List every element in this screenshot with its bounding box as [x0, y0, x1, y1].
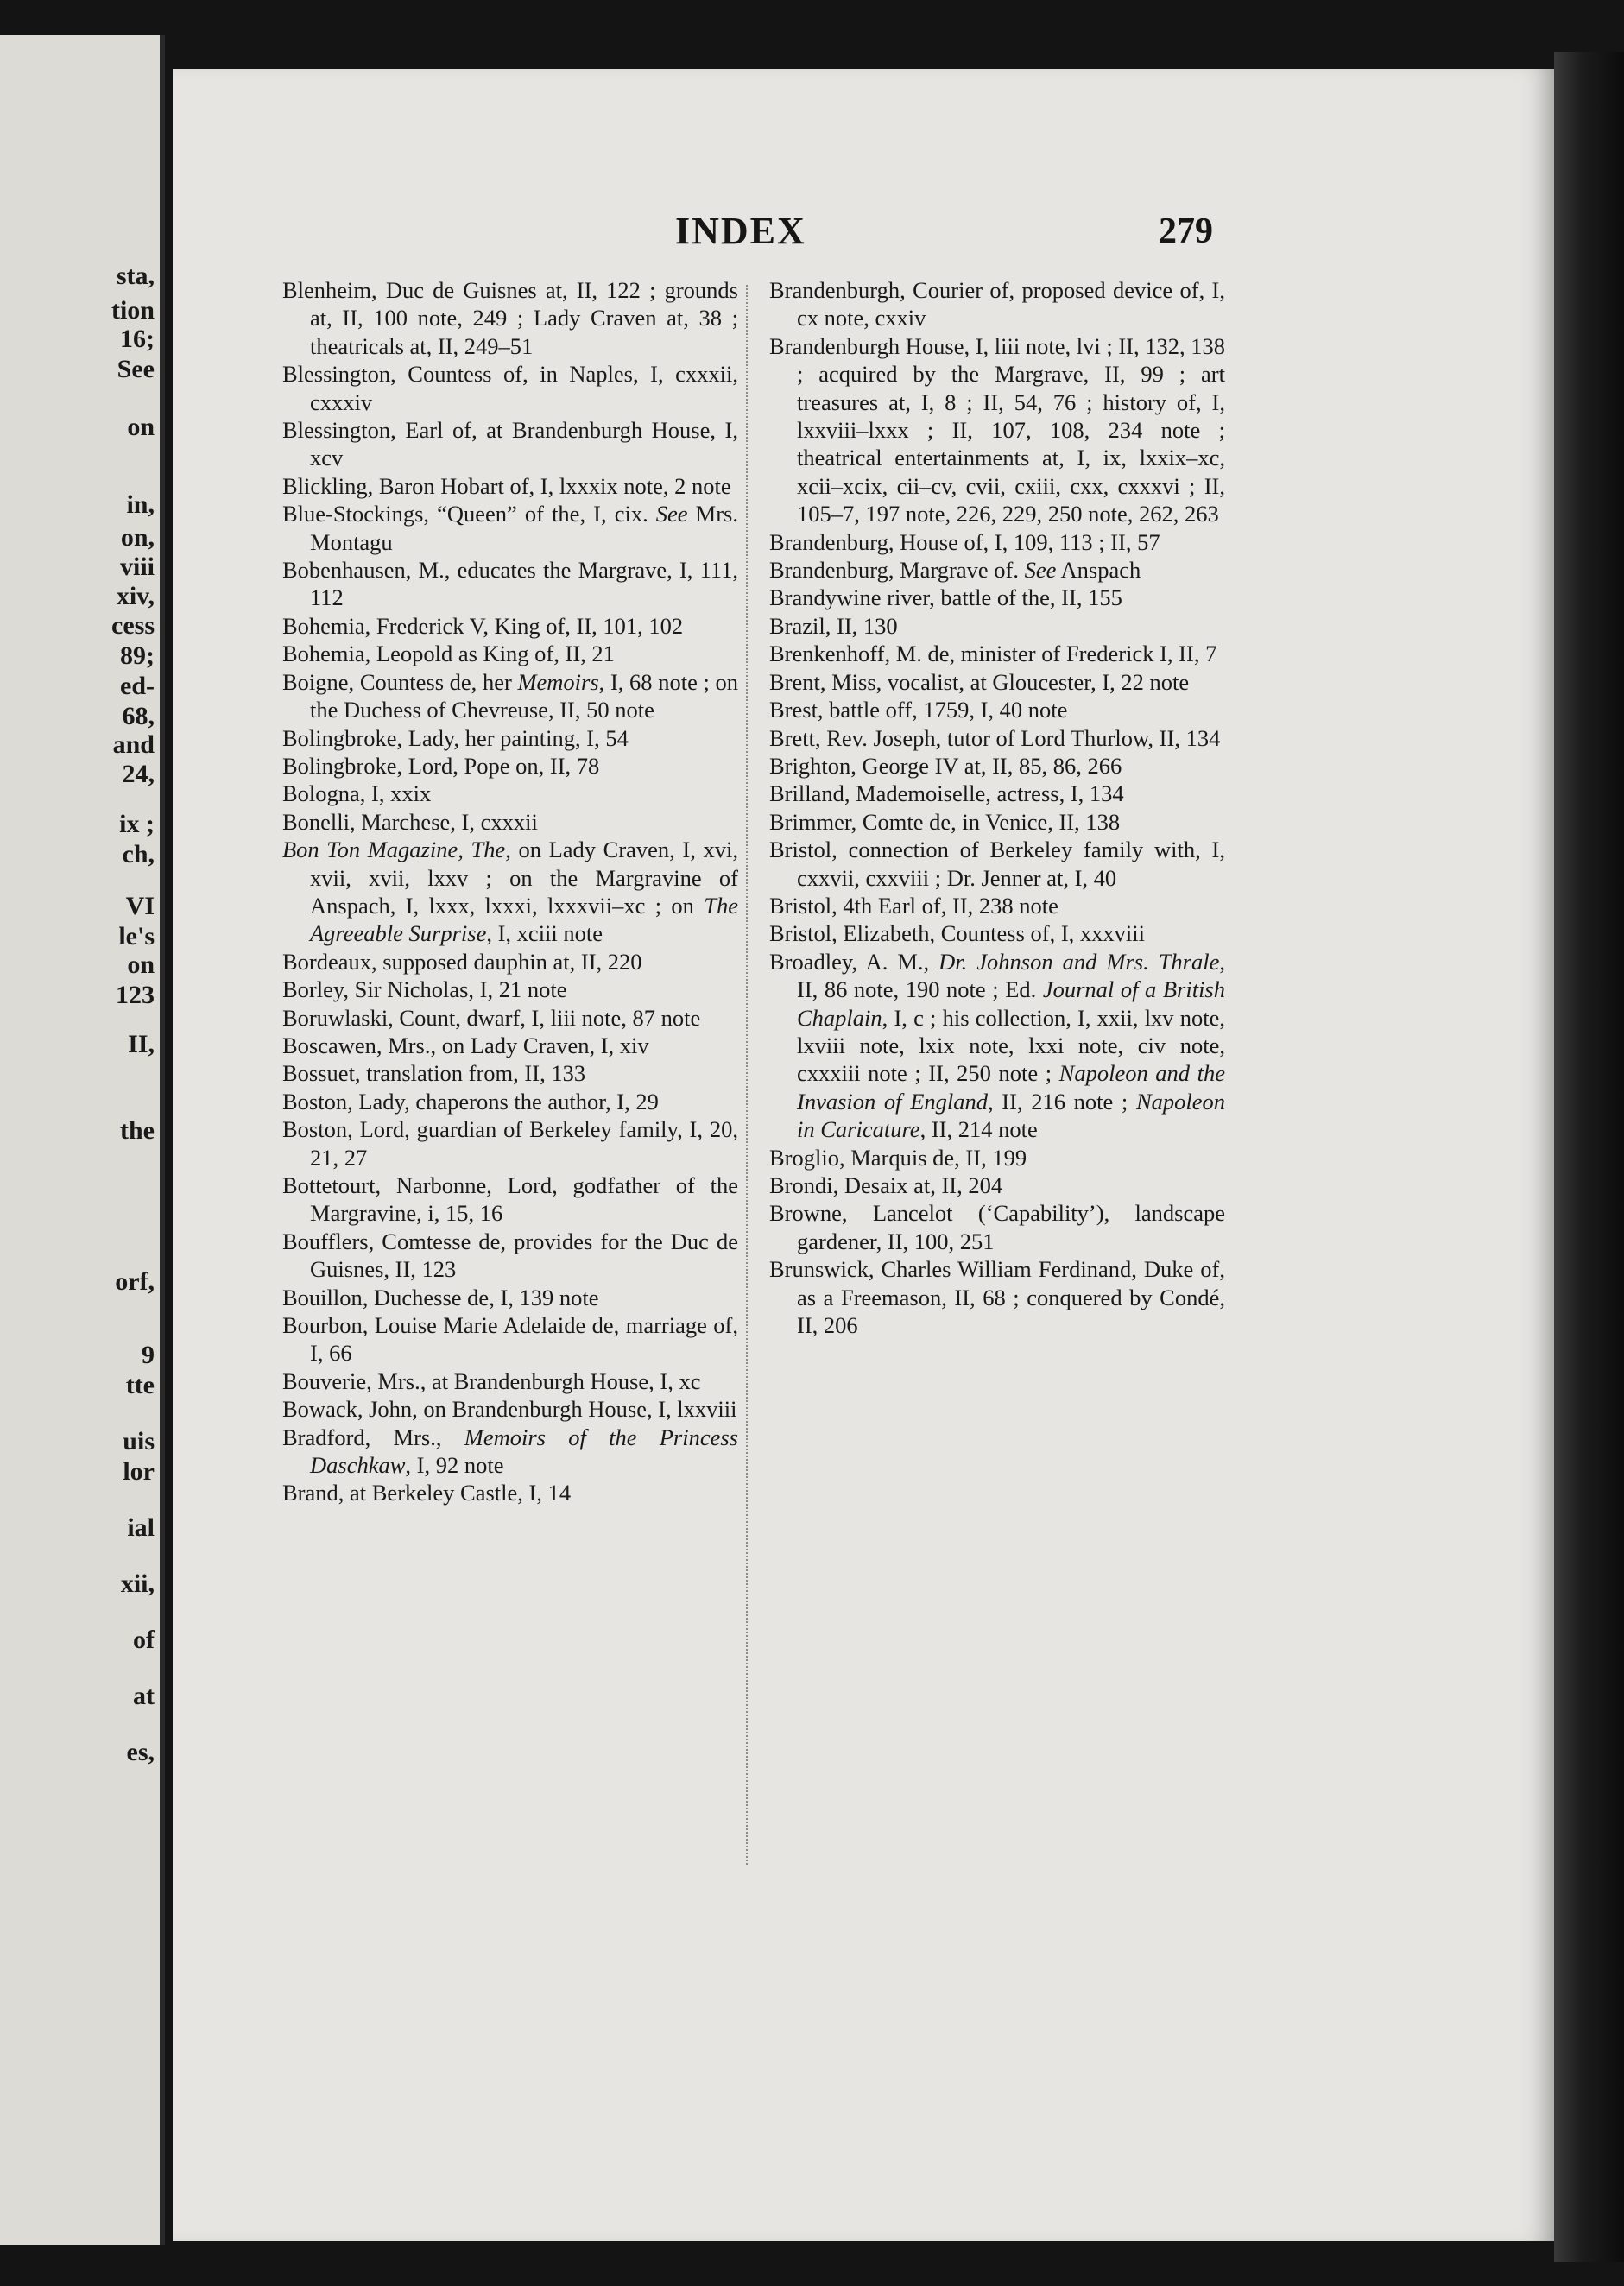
previous-page-fragment: of — [133, 1626, 155, 1654]
entry-text: , II, 214 note — [919, 1116, 1038, 1143]
index-entry — [769, 696, 1225, 723]
index-entry — [769, 612, 1225, 640]
book-cover-edge — [1554, 52, 1624, 2262]
entry-text: Bohemia, Frederick V, King of, II, 101, 102 — [282, 612, 684, 639]
index-entry — [282, 556, 738, 612]
entry-text: Bristol, Elizabeth, Countess of, I, xxxviii — [769, 920, 1145, 947]
previous-page-fragment: in, — [126, 490, 155, 519]
previous-page-fragment: viii — [119, 553, 155, 581]
previous-page-fragment: 9 — [142, 1341, 155, 1369]
index-entry — [282, 1284, 738, 1311]
entry-text: Brandenburg, House of, I, 109, 113 ; II, 57 — [769, 528, 1160, 555]
index-entry — [769, 1255, 1225, 1339]
italic-title: Dr. Johnson and Mrs. Thrale — [938, 948, 1220, 975]
entry-text: Blessington, Countess of, in Naples, I, cxxxii, cxxxiv — [282, 361, 738, 415]
entry-text: Boscawen, Mrs., on Lady Craven, I, xiv — [282, 1032, 649, 1058]
entry-text: Blue-Stockings, “Queen” of the, I, cix. — [282, 501, 656, 527]
index-entry — [769, 948, 1225, 1144]
entry-text: , I, 92 note — [405, 1452, 504, 1479]
index-entry — [282, 836, 738, 948]
index-entry — [282, 780, 738, 807]
index-entry — [282, 1004, 738, 1032]
entry-text: Bolingbroke, Lord, Pope on, II, 78 — [282, 752, 600, 779]
entry-text: Brent, Miss, vocalist, at Gloucester, I, 22 note — [769, 668, 1190, 695]
entry-text: , on Lady Craven, I, xvi, xvii, xvii, lxxv ; on the Margravine of Anspach, I, lxxx, lxxxi, lxxxvii–xc ; on — [310, 837, 738, 919]
entry-text: Bottetourt, Narbonne, Lord, godfather of the Margravine, i, 15, 16 — [282, 1172, 738, 1227]
entry-text: Boston, Lady, chaperons the author, I, 29 — [282, 1088, 659, 1115]
previous-page-fragment: sta, — [116, 262, 155, 290]
italic-title: Memoirs of the Princess Daschkaw — [310, 1424, 738, 1479]
page-heading: INDEX — [675, 210, 806, 252]
previous-page-edge — [0, 35, 165, 2245]
italic-title: Napoleon in Caricature — [797, 1088, 1225, 1143]
entry-text: Brandenburgh, Courier of, proposed device of, I, cx note, cxxiv — [769, 277, 1225, 332]
entry-text: Brondi, Desaix at, II, 204 — [769, 1172, 1003, 1198]
previous-page-fragment: 68, — [122, 702, 155, 730]
entry-text: Brett, Rev. Joseph, tutor of Lord Thurlow, II, 134 — [769, 724, 1221, 751]
previous-page-fragment: ch, — [122, 840, 155, 868]
index-entry — [769, 752, 1225, 780]
previous-page-fragment: tte — [125, 1371, 155, 1399]
entry-text: Bristol, connection of Berkeley family with, I, cxxvii, cxxviii ; Dr. Jenner at, I, 40 — [769, 837, 1225, 891]
previous-page-fragment: xiv, — [116, 582, 155, 610]
index-entry — [769, 1199, 1225, 1255]
italic-title: The Agreeable Surprise — [310, 892, 738, 947]
index-entry — [282, 1479, 738, 1506]
previous-page-fragment: on — [127, 413, 155, 441]
previous-page-fragment: orf, — [115, 1267, 155, 1296]
previous-page-fragment: lor — [123, 1457, 155, 1486]
italic-title: Memoirs — [517, 668, 599, 695]
index-entry — [769, 276, 1225, 332]
entry-text: , II, 216 note ; — [988, 1088, 1136, 1115]
entry-text: Brandenburgh House, I, liii note, lvi ; II, 132, 138 ; acquired by the Margrave, II, 99 ; art treasures at, I, 8 ; II, 54, 76 ; history of, I, lxxviii–lxxx ; II, 107, 108, 234 note ; theatrical entertainments at, I, ix, lxxix–xc, xcii–xcix, cii–cv, cvii, cxiii, cxx, cxxxvi ; II, 105–7, 197 note, 226, 229, 250 note, 262, 263 — [769, 332, 1225, 527]
index-entry — [769, 919, 1225, 947]
index-entry — [282, 1311, 738, 1367]
previous-page-fragment: the — [120, 1116, 155, 1145]
index-entry — [282, 1088, 738, 1115]
index-entry — [282, 668, 738, 724]
index-entry — [282, 1059, 738, 1087]
previous-page-fragment: tion — [111, 296, 155, 325]
previous-page-fragment: at — [133, 1682, 155, 1710]
index-entry — [282, 1115, 738, 1171]
index-entry — [282, 1228, 738, 1284]
index-entry — [282, 612, 738, 640]
previous-page-fragment: le's — [118, 922, 155, 950]
index-entry — [282, 976, 738, 1003]
entry-text: Bohemia, Leopold as King of, II, 21 — [282, 641, 615, 667]
entry-text: Blessington, Earl of, at Brandenburgh House, I, xcv — [282, 417, 738, 471]
index-entry — [282, 1395, 738, 1423]
entry-text: Boufflers, Comtesse de, provides for the Duc de Guisnes, II, 123 — [282, 1228, 738, 1283]
entry-text: Browne, Lancelot (‘Capability’), landscape gardener, II, 100, 251 — [769, 1200, 1225, 1254]
entry-text: Blenheim, Duc de Guisnes at, II, 122 ; grounds at, II, 100 note, 249 ; Lady Craven at, 38 ; theatricals at, II, 249–51 — [282, 277, 738, 359]
previous-page-fragment: ed- — [120, 672, 155, 700]
index-entry — [769, 668, 1225, 696]
italic-title: Journal of a British Chaplain — [797, 976, 1225, 1031]
previous-page-fragment: 123 — [116, 981, 155, 1009]
column-divider — [746, 285, 749, 1865]
previous-page-fragment: on — [127, 950, 155, 979]
index-entry — [282, 948, 738, 976]
entry-text: Bouverie, Mrs., at Brandenburgh House, I, xc — [282, 1367, 701, 1394]
entry-text: Bouillon, Duchesse de, I, 139 note — [282, 1284, 599, 1310]
index-entry — [769, 556, 1225, 584]
entry-text: , I, 68 note ; on the Duchess of Chevreuse, II, 50 note — [310, 668, 739, 723]
previous-page-fragment: cess — [111, 611, 155, 640]
index-entry — [769, 836, 1225, 892]
entry-text: Boruwlaski, Count, dwarf, I, liii note, 87 note — [282, 1004, 701, 1031]
index-entry — [282, 1032, 738, 1059]
previous-page-fragment: ial — [127, 1513, 155, 1542]
entry-text: Broadley, A. M., — [769, 948, 939, 975]
previous-page-fragment: and — [112, 730, 155, 759]
index-entry — [282, 752, 738, 780]
italic-title: Bon Ton Magazine, The — [282, 837, 506, 863]
index-entry — [282, 472, 738, 500]
index-entry — [769, 892, 1225, 919]
entry-text: Brighton, George IV at, II, 85, 86, 266 — [769, 752, 1122, 779]
entry-text: Brimmer, Comte de, in Venice, II, 138 — [769, 808, 1121, 835]
index-entry — [282, 1367, 738, 1395]
entry-text: Boigne, Countess de, her — [282, 668, 518, 695]
previous-page-fragment: es, — [126, 1738, 155, 1766]
index-entry — [282, 416, 738, 472]
entry-text: Borley, Sir Nicholas, I, 21 note — [282, 976, 567, 1003]
previous-page-fragment: uis — [123, 1427, 155, 1456]
entry-text: Bourbon, Louise Marie Adelaide de, marriage of, I, 66 — [282, 1312, 738, 1367]
entry-text: Bologna, I, xxix — [282, 780, 432, 807]
entry-text: Brenkenhoff, M. de, minister of Frederick I, II, 7 — [769, 641, 1217, 667]
index-entry — [282, 276, 738, 360]
entry-text: Mrs. Montagu — [310, 501, 738, 555]
index-entry — [769, 780, 1225, 807]
entry-text: Anspach — [1056, 557, 1141, 584]
entry-text: Bowack, John, on Brandenburgh House, I, lxxviii — [282, 1396, 737, 1423]
entry-text: , I, xciii note — [486, 920, 603, 947]
entry-text: Bordeaux, supposed dauphin at, II, 220 — [282, 948, 642, 975]
previous-page-fragment: See — [117, 355, 155, 383]
entry-text: Bradford, Mrs., — [282, 1424, 464, 1450]
previous-page-fragment: II, — [128, 1030, 155, 1058]
entry-text: Brandenburg, Margrave of. — [769, 557, 1025, 584]
index-page — [173, 69, 1557, 2241]
index-entry — [769, 584, 1225, 611]
entry-text: Brilland, Mademoiselle, actress, I, 134 — [769, 780, 1124, 807]
entry-text: , II, 86 note, 190 note ; Ed. — [797, 948, 1225, 1003]
index-entry — [282, 1424, 738, 1480]
entry-text: Blickling, Baron Hobart of, I, lxxxix note, 2 note — [282, 472, 731, 499]
entry-text: Brest, battle off, 1759, I, 40 note — [769, 697, 1068, 723]
running-head — [173, 209, 1557, 261]
index-entry — [769, 1144, 1225, 1171]
index-entry — [282, 360, 738, 416]
index-entry — [282, 640, 738, 667]
previous-page-text-fragments — [0, 35, 160, 2245]
index-entry — [769, 1171, 1225, 1199]
entry-text: Brunswick, Charles William Ferdinand, Duke of, as a Freemason, II, 68 ; conquered by Condé, II, 206 — [769, 1256, 1225, 1339]
previous-page-fragment: xii, — [120, 1569, 155, 1598]
index-entry — [769, 332, 1225, 528]
entry-text: Brandywine river, battle of the, II, 155 — [769, 584, 1122, 611]
index-entry — [769, 808, 1225, 836]
index-entry — [282, 808, 738, 836]
index-entry — [282, 1171, 738, 1228]
entry-text: Bristol, 4th Earl of, II, 238 note — [769, 892, 1058, 919]
entry-text: Bobenhausen, M., educates the Margrave, I, 111, 112 — [282, 557, 738, 611]
previous-page-fragment: 16; — [120, 325, 155, 353]
index-column-right — [769, 276, 1225, 1339]
entry-text: Broglio, Marquis de, II, 199 — [769, 1144, 1027, 1171]
previous-page-fragment: ix ; — [119, 810, 155, 838]
index-entry — [769, 528, 1225, 556]
page-number: 279 — [1159, 212, 1213, 251]
previous-page-fragment: 24, — [122, 760, 155, 788]
previous-page-fragment: VI — [125, 892, 155, 920]
italic-title: Napoleon and the Invasion of England — [797, 1060, 1225, 1115]
entry-text: , I, c ; his collection, I, xxii, lxv note, lxviii note, lxix note, lxxi note, civ note, cxxxiii note ; II, 250 note ; — [797, 1004, 1225, 1087]
index-column-left — [282, 276, 738, 1507]
previous-page-fragment: 89; — [120, 641, 155, 670]
index-entry — [282, 500, 738, 556]
italic-title: See — [1024, 557, 1057, 584]
italic-title: See — [655, 501, 688, 527]
index-entry — [282, 724, 738, 752]
index-entry — [769, 724, 1225, 752]
entry-text: Bolingbroke, Lady, her painting, I, 54 — [282, 724, 629, 751]
previous-page-fragment: on, — [120, 523, 155, 552]
entry-text: Brazil, II, 130 — [769, 612, 898, 639]
index-entry — [769, 640, 1225, 667]
entry-text: Brand, at Berkeley Castle, I, 14 — [282, 1480, 572, 1506]
entry-text: Boston, Lord, guardian of Berkeley family, I, 20, 21, 27 — [282, 1116, 738, 1171]
entry-text: Bonelli, Marchese, I, cxxxii — [282, 808, 538, 835]
entry-text: Bossuet, translation from, II, 133 — [282, 1060, 586, 1087]
